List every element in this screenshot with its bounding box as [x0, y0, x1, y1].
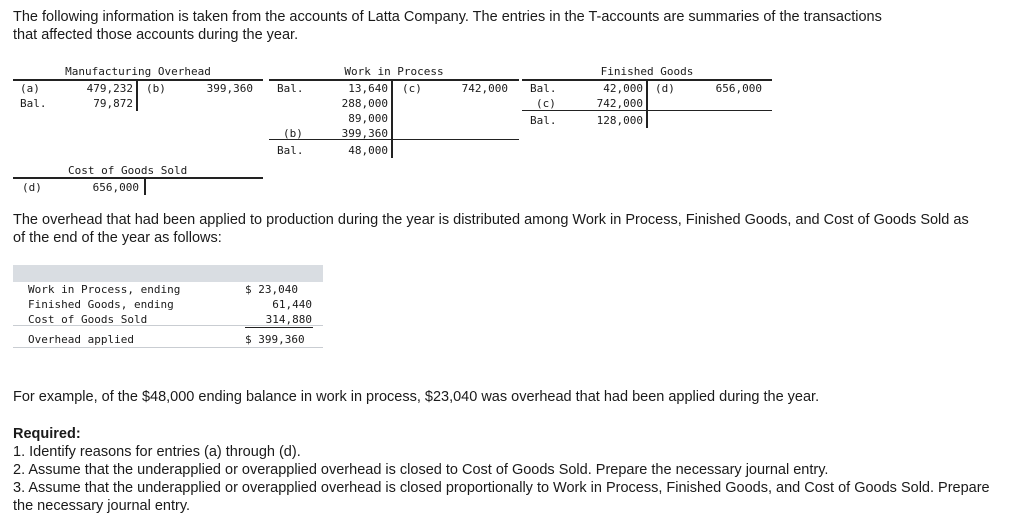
debit-value: 128,000: [596, 114, 643, 127]
t-account-balance-rule: [269, 139, 519, 140]
table-header-band: [13, 265, 323, 282]
debit-value: 479,232: [86, 82, 133, 95]
t-account-divider: [646, 81, 648, 128]
credit-label: (d): [655, 82, 675, 95]
t-account-divider: [136, 81, 138, 111]
debit-value: 42,000: [603, 82, 643, 95]
example-text: For example, of the $48,000 ending balance in work in process, $23,040 was overhead that had been applied during the year.: [13, 389, 820, 405]
debit-label: (c): [536, 97, 556, 110]
required-item: 1. Identify reasons for entries (a) through (d).: [13, 444, 301, 460]
debit-label: Bal.: [277, 144, 304, 157]
credit-label: (c): [402, 82, 422, 95]
debit-label: (b): [283, 127, 303, 140]
table-row-value: $ 399,360: [245, 333, 305, 346]
t-account-divider: [144, 179, 146, 195]
debit-value: 89,000: [348, 112, 388, 125]
debit-value: 742,000: [596, 97, 643, 110]
table-row-value: $ 23,040: [245, 283, 298, 296]
intro-text: The following information is taken from the accounts of Latta Company. The entries in the T-accounts are summaries of the transactions that affected those accounts during the year.: [13, 9, 882, 43]
table-row-label: Finished Goods, ending: [28, 298, 174, 311]
debit-label: Bal.: [277, 82, 304, 95]
debit-label: (a): [20, 82, 40, 95]
required-item: 3. Assume that the underapplied or overapplied overhead is closed proportionally to Work in Process, Finished Goods, and Cost of Goods Sold. Prepare the necessary journal entry.: [13, 480, 990, 514]
table-row-value: 314,880: [265, 313, 312, 326]
required-item: 2. Assume that the underapplied or overapplied overhead is closed to Cost of Goods Sold. Prepare the necessary journal entry.: [13, 462, 829, 478]
debit-label: Bal.: [530, 114, 557, 127]
debit-label: Bal.: [530, 82, 557, 95]
distribution-text: The overhead that had been applied to production during the year is distributed among Work in Process, Finished Goods, and Cost of Goods Sold as of the end of the year as follows:: [13, 212, 969, 246]
debit-value: 13,640: [348, 82, 388, 95]
t-account-divider: [391, 81, 393, 158]
required-section: [13, 425, 1003, 515]
table-row-value: 61,440: [272, 298, 312, 311]
credit-label: (b): [146, 82, 166, 95]
debit-label: Bal.: [20, 97, 47, 110]
credit-value: 742,000: [461, 82, 508, 95]
debit-value: 79,872: [93, 97, 133, 110]
account-title: Finished Goods: [600, 65, 694, 78]
table-row-label: Cost of Goods Sold: [28, 313, 148, 326]
debit-value: 288,000: [341, 97, 388, 110]
credit-value: 399,360: [206, 82, 253, 95]
account-title: Cost of Goods Sold: [68, 164, 188, 177]
account-title: Work in Process: [344, 65, 444, 78]
table-row-label: Work in Process, ending: [28, 283, 181, 296]
total-rule: [245, 327, 313, 328]
table-row-label: Overhead applied: [28, 333, 134, 346]
debit-label: (d): [22, 181, 42, 194]
table-row-separator: [13, 347, 323, 348]
debit-value: 48,000: [348, 144, 388, 157]
t-account-top-rule: [13, 177, 263, 179]
required-heading: Required:: [13, 426, 81, 442]
credit-value: 656,000: [715, 82, 762, 95]
account-title: Manufacturing Overhead: [65, 65, 211, 78]
debit-value: 656,000: [92, 181, 139, 194]
t-account-balance-rule: [522, 110, 772, 111]
debit-value: 399,360: [341, 127, 388, 140]
